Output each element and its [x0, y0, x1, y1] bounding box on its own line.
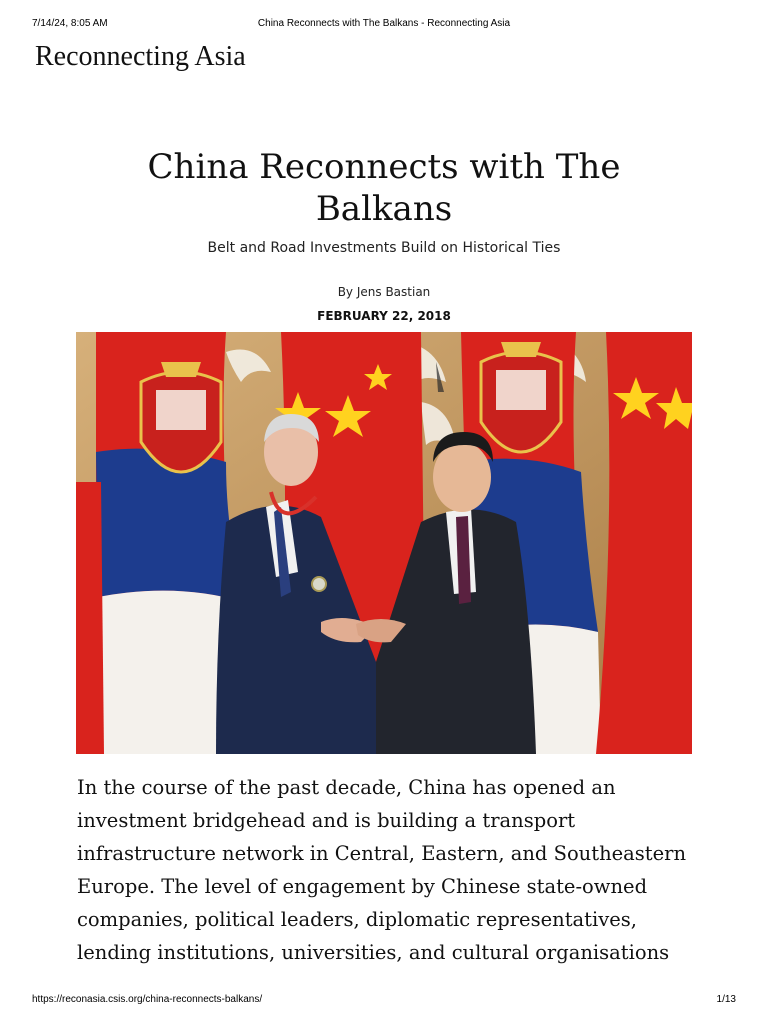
handshake: [321, 618, 406, 642]
print-datetime: 7/14/24, 8:05 AM: [32, 18, 108, 29]
article-body-paragraph: In the course of the past decade, China has opened an investment bridgehead and is building a transport infrastructure network in Central, Eastern, and Southeastern Europe. The level of engagement by Chinese state-owned companies, political leaders, diplomatic representatives, lending institutions, universities, and cultural organisations: [77, 776, 687, 964]
article-title: China Reconnects with The Balkans: [147, 147, 621, 229]
author-link[interactable]: Jens Bastian: [356, 285, 431, 299]
hero-photo-illustration: [76, 332, 692, 754]
article-byline: [84, 285, 684, 299]
print-page-number: 1/13: [716, 994, 736, 1005]
print-url: https://reconasia.csis.org/china-reconnects-balkans/: [32, 994, 263, 1005]
print-footer: [0, 994, 768, 1008]
publication-date: FEBRUARY 22, 2018: [317, 309, 451, 323]
chinese-flag-right: [596, 332, 692, 754]
print-header: [0, 18, 768, 32]
article-subtitle: Belt and Road Investments Build on Historical Ties: [207, 240, 561, 256]
hero-photo: [76, 332, 692, 754]
print-document-title: China Reconnects with The Balkans - Reconnecting Asia: [257, 18, 511, 29]
byline-prefix: By: [337, 285, 357, 299]
site-logo-link[interactable]: Reconnecting Asia: [35, 41, 246, 72]
